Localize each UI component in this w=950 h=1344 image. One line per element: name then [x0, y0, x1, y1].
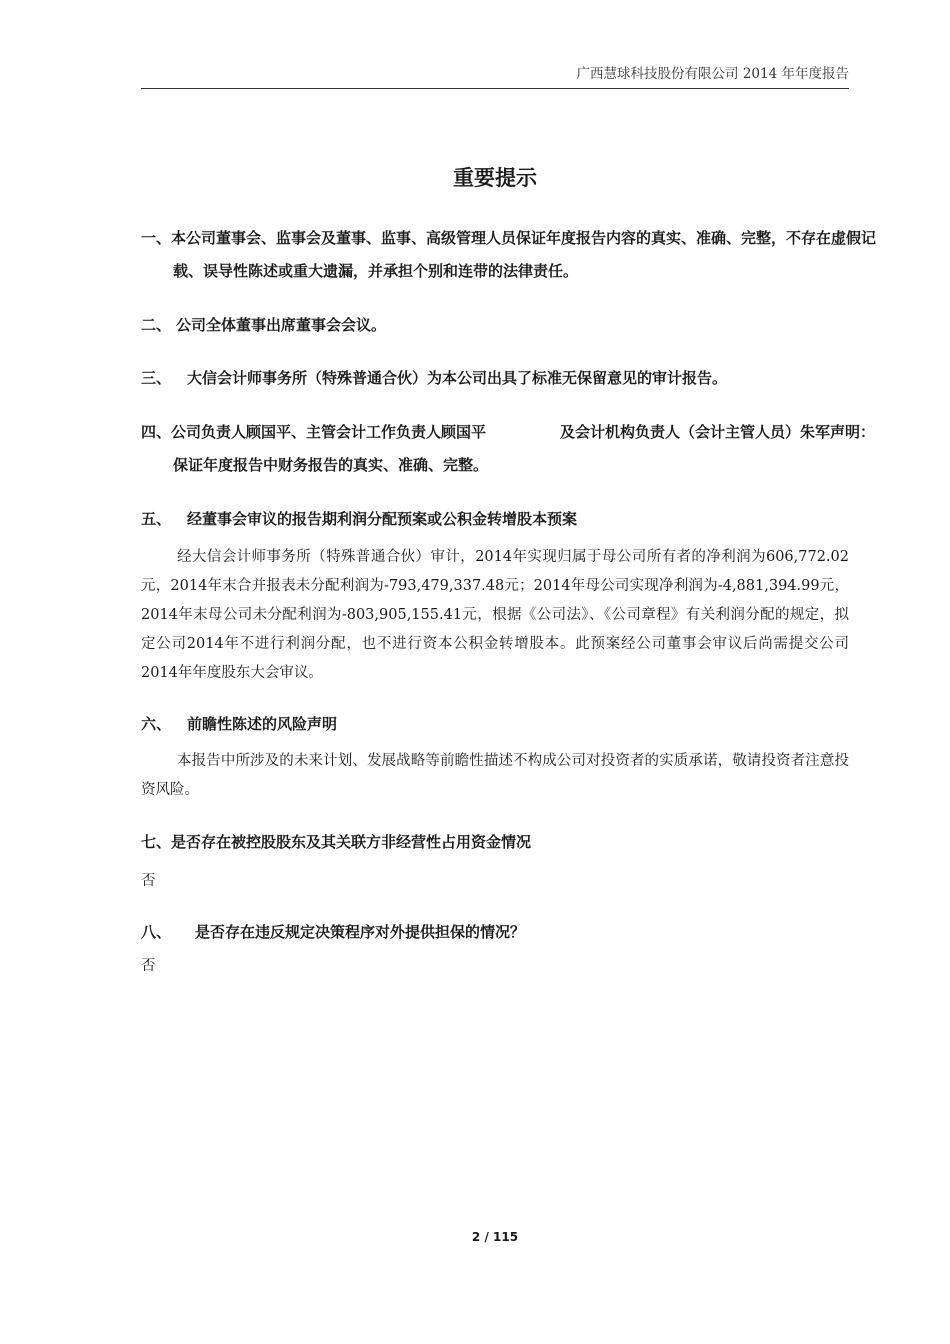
item-text: 经董事会审议的报告期利润分配预案或公积金转增股本预案: [187, 510, 578, 528]
item-7-answer: 否: [141, 873, 156, 889]
notice-item-1: [141, 222, 881, 288]
item-label: 七、: [141, 833, 172, 851]
page-header: [141, 64, 849, 89]
page-number: 2 / 115: [471, 1230, 519, 1244]
item-label: 八、: [141, 923, 172, 941]
risk-statement-paragraph: 本报告中所涉及的未来计划、发展战略等前瞻性描述不构成公司对投资者的实质承诺，敬请投资者注意投资风险。: [141, 753, 849, 798]
notice-item-2: [141, 309, 849, 342]
item-text: 是否存在违反规定决策程序对外提供担保的情况？: [195, 923, 526, 941]
item-text: 公司全体董事出席董事会会议。: [176, 316, 387, 334]
item-text-after: 及会计机构负责人（会计主管人员）朱军声明：保证年度报告中财务报告的真实、准确、完整。: [173, 423, 876, 474]
item-label: 三、: [141, 369, 172, 387]
item-text: 前瞻性陈述的风险声明: [187, 715, 338, 733]
page-title: 重要提示: [453, 166, 537, 190]
notice-item-7-heading: [141, 826, 849, 859]
item-label: 一、: [141, 229, 172, 247]
item-label: 二、: [141, 316, 172, 334]
item-label: 五、: [141, 510, 172, 528]
item-text: 是否存在被控股股东及其关联方非经营性占用资金情况: [171, 833, 532, 851]
notice-item-8-heading: [141, 916, 849, 949]
item-label: 六、: [141, 715, 172, 733]
item-text: 大信会计师事务所（特殊普通合伙）为本公司出具了标准无保留意见的审计报告。: [187, 369, 728, 387]
notice-item-5-heading: [141, 503, 849, 536]
item-text: 本公司董事会、监事会及董事、监事、高级管理人员保证年度报告内容的真实、准确、完整，不存在虚假记载、误导性陈述或重大遗漏，并承担个别和连带的法律责任。: [171, 229, 877, 280]
notice-item-3: [141, 362, 849, 395]
notice-item-6-heading: [141, 708, 849, 741]
notice-item-4: [141, 416, 881, 482]
item-label: 四、: [141, 423, 172, 441]
header-company-report: 广西慧球科技股份有限公司 2014 年年度报告: [576, 66, 849, 82]
item-8-answer: 否: [141, 958, 156, 974]
item-text-before: 公司负责人顾国平、主管会计工作负责人顾国平: [171, 423, 487, 441]
profit-distribution-paragraph: 经大信会计师事务所（特殊普通合伙）审计，2014年实现归属于母公司所有者的净利润为606,772.02元，2014年末合并报表未分配利润为-793,479,337.48元；2014年母公司实现净利润为-4,881,394.99元，2014年末母公司未分配利润为-803,905,155.41元，根据《公司法》、《公司章程》有关利润分配的规定，拟定公司2014年不进行利润分配，也不进行资本公积金转增股本。此预案经公司董事会审议后尚需提交公司2014年年度股东大会审议。: [141, 549, 849, 681]
